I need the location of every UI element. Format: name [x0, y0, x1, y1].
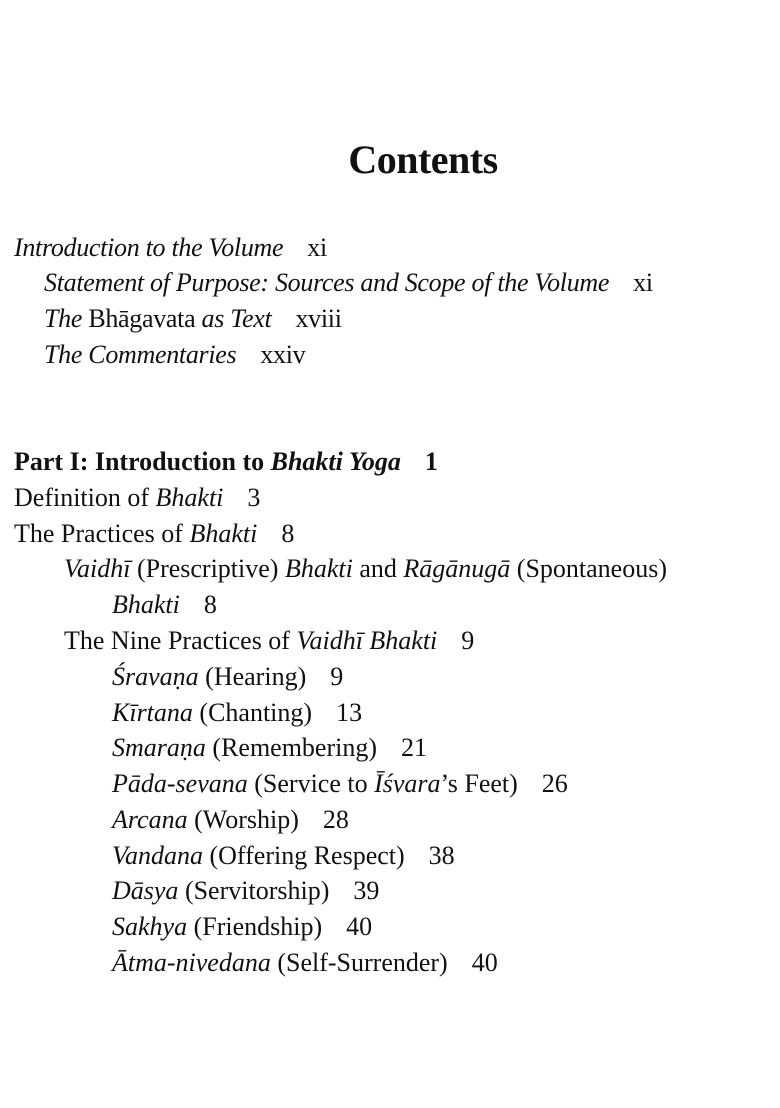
toc-entry-bhagavata-as-text[interactable]: [44, 304, 342, 334]
toc-entry-commentaries[interactable]: [44, 340, 305, 370]
toc-entry-title-part: as Text: [195, 304, 272, 333]
toc-entry-title-part: (Spontaneous): [510, 554, 667, 583]
toc-page-number: 28: [322, 805, 349, 834]
toc-entry-title: Introduction to the Volume: [14, 233, 284, 262]
toc-entry-statement-of-purpose[interactable]: [44, 268, 653, 298]
toc-entry-title-part: Bhāgavata: [88, 304, 196, 333]
toc-entry-title-part: The Practices of: [14, 519, 190, 548]
toc-entry-atma-nivedana[interactable]: [112, 948, 498, 978]
toc-entry-title-part: (Remembering): [205, 733, 378, 762]
toc-entry-title-part: Śravaṇa: [112, 662, 199, 691]
toc-entry-introduction[interactable]: [14, 233, 327, 263]
toc-entry-title-part: (Worship): [187, 805, 299, 834]
toc-entry-kirtana[interactable]: [112, 698, 362, 728]
toc-page-number: 3: [247, 483, 261, 512]
toc-entry-practices-of-bhakti[interactable]: [14, 519, 294, 549]
toc-page-number: 39: [353, 876, 380, 905]
toc-entry-arcana[interactable]: [112, 805, 349, 835]
toc-entry-title: Statement of Purpose: Sources and Scope of the Volume: [44, 268, 610, 297]
toc-entry-vandana[interactable]: [112, 841, 455, 871]
toc-entry-title-part: (Service to: [247, 769, 375, 798]
toc-entry-title-part: Dāsya: [112, 876, 179, 905]
toc-page-number: xi: [633, 268, 653, 297]
toc-entry-title-part: Vaidhī Bhakti: [296, 626, 438, 655]
toc-entry-vaidhi-raganuga-continued[interactable]: [112, 590, 217, 620]
toc-entry-title-part: Pāda-sevana: [112, 769, 248, 798]
toc-page-number: xi: [307, 233, 327, 262]
toc-entry-title: The Commentaries: [44, 340, 237, 369]
toc-page-number: 38: [428, 841, 455, 870]
toc-entry-title-part: The: [44, 304, 89, 333]
toc-entry-sravana[interactable]: [112, 662, 343, 692]
toc-part-title-part: Part I: Introduction to: [14, 447, 271, 476]
toc-entry-title-part: (Self-Surrender): [270, 948, 448, 977]
page-title: Contents: [348, 137, 498, 182]
toc-page-number: 8: [281, 519, 295, 548]
toc-part-title-part: Bhakti Yoga: [270, 447, 401, 476]
toc-page-number: 13: [336, 698, 363, 727]
toc-entry-pada-sevana[interactable]: [112, 769, 568, 799]
toc-page-number: 40: [346, 912, 373, 941]
toc-entry-title-part: (Offering Respect): [203, 841, 405, 870]
toc-part-heading[interactable]: [14, 447, 438, 477]
toc-entry-title-part: Smaraṇa: [112, 733, 206, 762]
toc-page-number: 9: [461, 626, 475, 655]
toc-entry-title-part: Vaidhī: [64, 554, 131, 583]
toc-entry-title-part: Bhakti: [155, 483, 224, 512]
toc-entry-title-part: Vandana: [112, 841, 203, 870]
toc-entry-title-part: Sakhya: [112, 912, 188, 941]
toc-entry-smarana[interactable]: [112, 733, 427, 763]
toc-entry-title-part: Bhakti: [189, 519, 258, 548]
toc-entry-dasya[interactable]: [112, 876, 379, 906]
toc-page-number: xxiv: [260, 340, 306, 369]
toc-entry-title-part: Bhakti: [284, 554, 353, 583]
toc-page-number: 26: [541, 769, 568, 798]
toc-page-number: xviii: [295, 304, 342, 333]
toc-entry-title-part: (Friendship): [187, 912, 323, 941]
toc-page-number: 1: [424, 447, 438, 476]
toc-entry-title-part: Ātma-nivedana: [112, 948, 271, 977]
toc-entry-title-part: and: [352, 554, 404, 583]
toc-entry-title-part: Definition of: [14, 483, 156, 512]
toc-entry-definition-of-bhakti[interactable]: [14, 483, 260, 513]
toc-entry-title-part: Īśvara: [374, 769, 441, 798]
toc-page-number: 21: [401, 733, 428, 762]
toc-entry-nine-practices[interactable]: [64, 626, 474, 656]
toc-page-number: 9: [330, 662, 344, 691]
toc-entry-title-part: ’s Feet): [440, 769, 518, 798]
toc-entry-title-part: Arcana: [112, 805, 188, 834]
toc-page-number: 40: [471, 948, 498, 977]
toc-entry-vaidhi-raganuga[interactable]: [64, 554, 667, 584]
toc-page-number: 8: [203, 590, 217, 619]
toc-entry-title-part: (Servitorship): [178, 876, 330, 905]
toc-entry-title-part: Rāgānugā: [403, 554, 511, 583]
toc-entry-title-part: The Nine Practices of: [64, 626, 297, 655]
toc-entry-sakhya[interactable]: [112, 912, 372, 942]
toc-entry-title-part: Kīrtana: [112, 698, 193, 727]
toc-entry-title-part: (Chanting): [192, 698, 313, 727]
toc-entry-title-part: (Prescriptive): [130, 554, 285, 583]
toc-entry-title-part: (Hearing): [198, 662, 307, 691]
toc-entry-title-part: Bhakti: [112, 590, 180, 619]
